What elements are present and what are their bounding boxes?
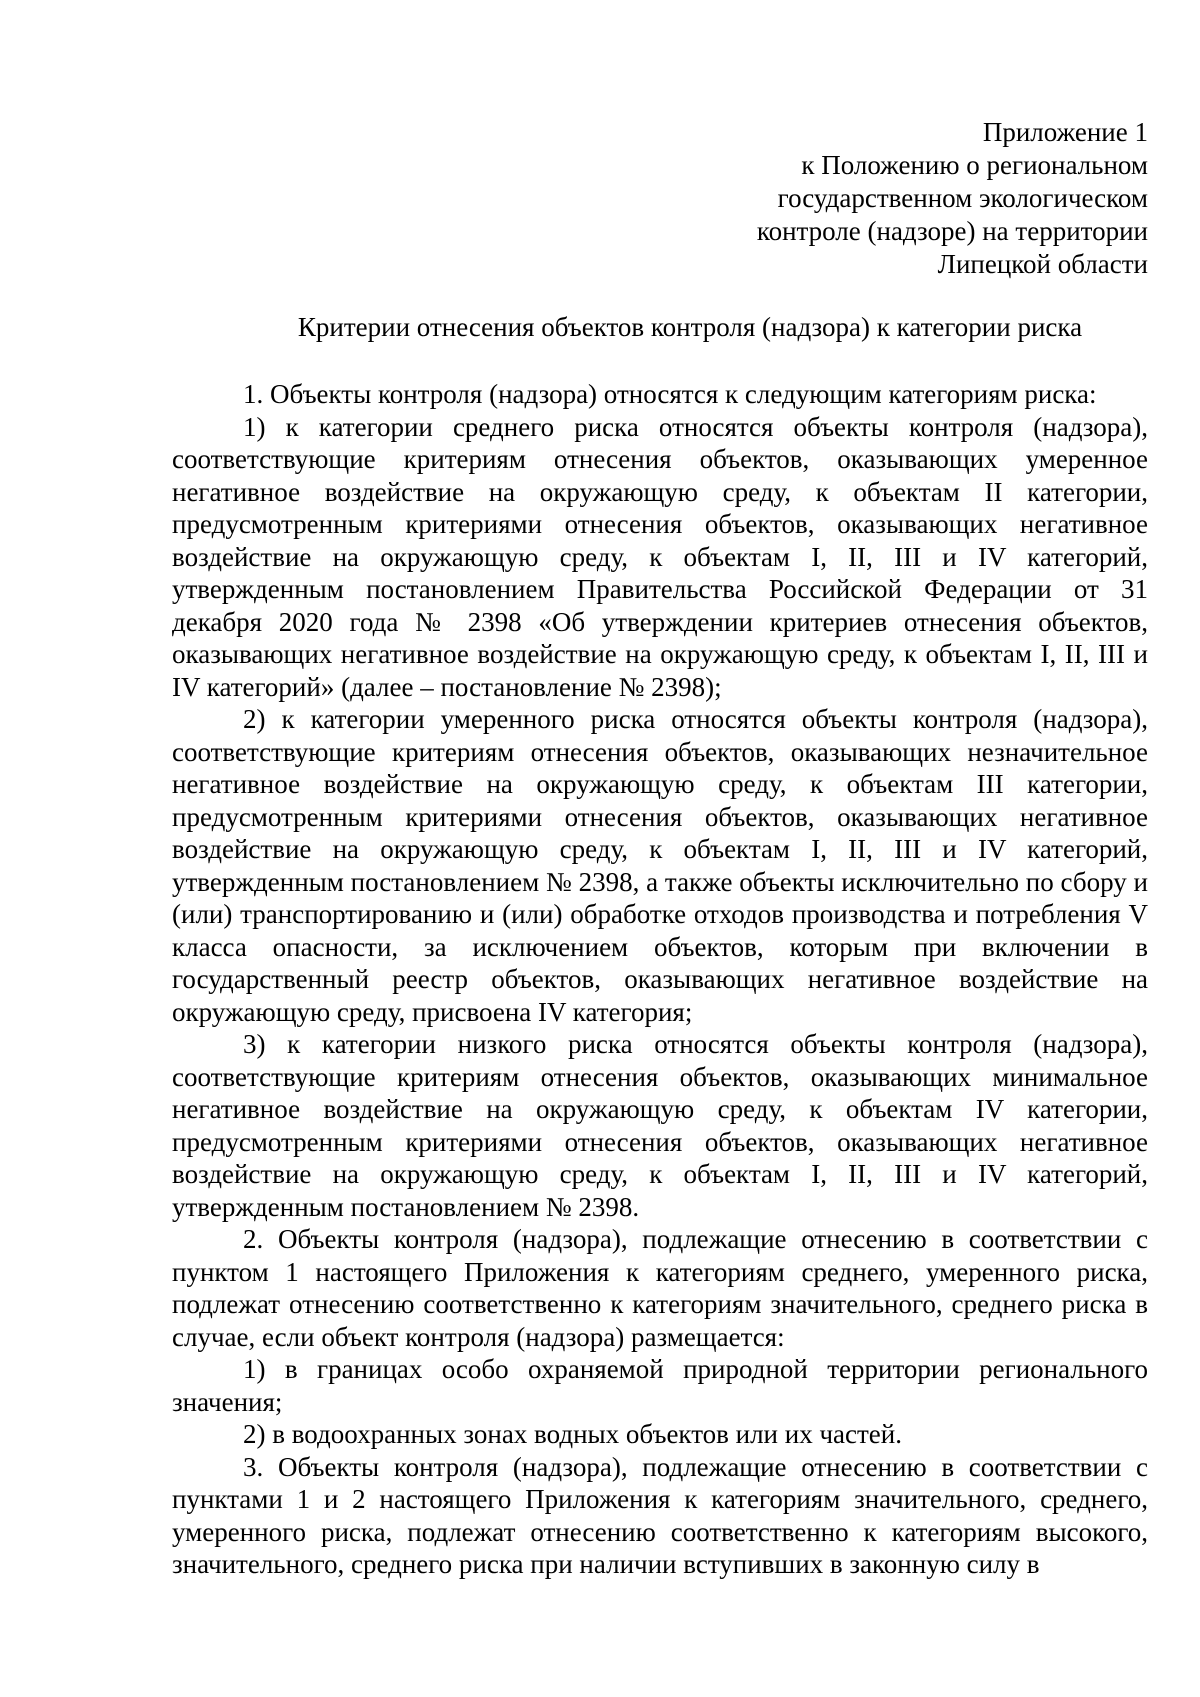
paragraph: 1) к категории среднего риска относятся объекты контроля (надзора), соответствующие критериям отнесения объектов, оказывающих умеренное негативное воздействие на окружающую среду, к объектам II категории, предусмотренным критериями отнесения объектов, оказывающих негативное воздействие на окружающую среду, к объектам I, II, III и IV категорий, утвержденным постановлением Правительства Российской Федерации от 31 декабря 2020 года № 2398 «Об утверждении критериев отнесения объектов, оказывающих негативное воздействие на окружающую среду, к объектам I, II, III и IV категорий» (далее – постановление № 2398); xyxy=(172,411,1148,702)
paragraph: 3) к категории низкого риска относятся объекты контроля (надзора), соответствующие критериям отнесения объектов, оказывающих минимальное негативное воздействие на окружающую среду, к объектам IV категории, предусмотренным критериями отнесения объектов, оказывающих негативное воздействие на окружающую среду, к объектам I, II, III и IV категорий, утвержденным постановлением № 2398. xyxy=(172,1029,1148,1222)
paragraph: 1) в границах особо охраняемой природной территории регионального значения; xyxy=(172,1354,1148,1417)
appendix-line: к Положению о региональном xyxy=(801,150,1148,180)
appendix-header xyxy=(757,116,1148,281)
appendix-line: контроле (надзоре) на территории xyxy=(756,216,1148,246)
paragraph: 1. Объекты контроля (надзора) относятся к следующим категориям риска: xyxy=(243,379,1097,409)
document-body xyxy=(172,378,1148,1581)
document-title: Критерии отнесения объектов контроля (надзора) к категории риска xyxy=(297,312,1083,342)
paragraph: 2) к категории умеренного риска относятся объекты контроля (надзора), соответствующие критериям отнесения объектов, оказывающих незначительное негативное воздействие на окружающую среду, к объектам III категории, предусмотренным критериями отнесения объектов, оказывающих негативное воздействие на окружающую среду, к объектам I, II, III и IV категорий, утвержденным постановлением № 2398, а также объекты исключительно по сбору и (или) транспортированию и (или) обработке отходов производства и потребления V класса опасности, за исключением объектов, которым при включении в государственный реестр объектов, оказывающих негативное воздействие на окружающую среду, присвоена IV категория; xyxy=(172,704,1148,1027)
document-page xyxy=(172,0,1148,1697)
paragraph: 2. Объекты контроля (надзора), подлежащие отнесению в соответствии с пунктом 1 настоящего Приложения к категориям среднего, умеренного риска, подлежат отнесению соответственно к категориям значительного, среднего риска в случае, если объект контроля (надзора) размещается: xyxy=(172,1224,1148,1352)
appendix-line: Приложение 1 xyxy=(982,117,1148,147)
paragraph: 2) в водоохранных зонах водных объектов или их частей. xyxy=(243,1419,902,1449)
appendix-line: государственном экологическом xyxy=(777,183,1148,213)
paragraph: 3. Объекты контроля (надзора), подлежащие отнесению в соответствии с пунктами 1 и 2 настоящего Приложения к категориям значительного, среднего, умеренного риска, подлежат отнесению соответственно к категориям высокого, значительного, среднего риска при наличии вступивших в законную силу в xyxy=(172,1451,1148,1579)
appendix-line: Липецкой области xyxy=(937,249,1148,279)
